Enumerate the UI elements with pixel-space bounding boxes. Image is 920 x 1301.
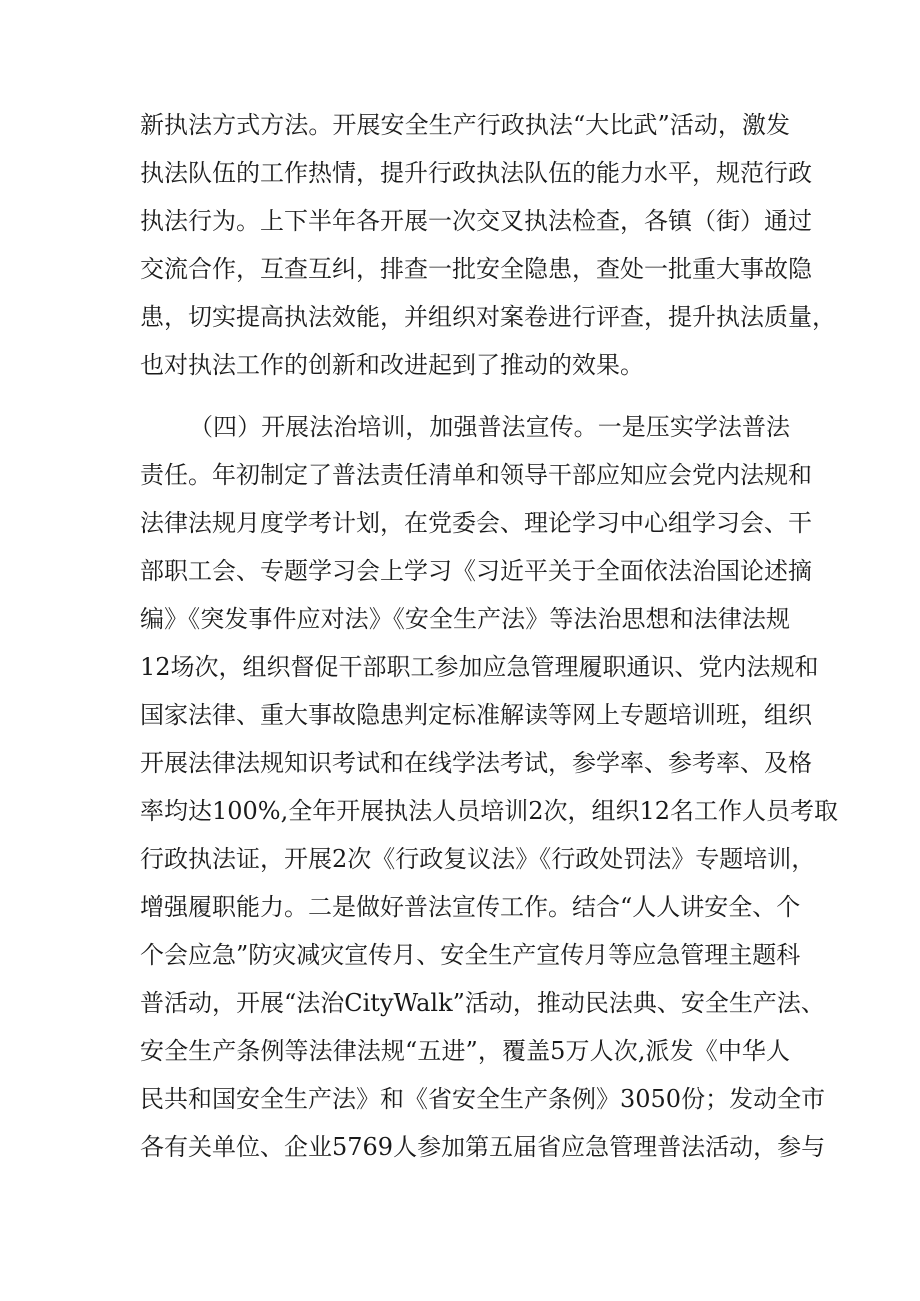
- paragraph-line: 执法队伍的工作热情，提升行政执法队伍的能力水平，规范行政: [140, 159, 812, 187]
- paragraph-line: 新执法方式方法。开展安全生产行政执法“大比武”活动，激发: [140, 111, 790, 139]
- paragraph-line: 法律法规月度学考计划，在党委会、理论学习中心组学习会、干: [140, 509, 812, 537]
- paragraph-line: 交流合作，互查互纠，排查一批安全隐患，查处一批重大事故隐: [140, 255, 812, 283]
- paragraph-line: 安全生产条例等法律法规“五进”，覆盖5万人次,派发《中华人: [140, 1037, 790, 1065]
- paragraph-line: 个会应急”防灾减灾宣传月、安全生产宣传月等应急管理主题科: [140, 941, 801, 969]
- paragraph-line: 12场次，组织督促干部职工参加应急管理履职通识、党内法规和: [140, 653, 819, 681]
- section-heading-line: （四）开展法治培训，加强普法宣传。一是压实学法普法: [189, 413, 790, 441]
- paragraph-line: 患，切实提高执法效能，并组织对案卷进行评查，提升执法质量，: [140, 303, 836, 331]
- paragraph-line: 编》《突发事件应对法》《安全生产法》等法治思想和法律法规: [140, 605, 790, 633]
- paragraph-line: 增强履职能力。二是做好普法宣传工作。结合“人人讲安全、个: [140, 893, 801, 921]
- paragraph-line: 部职工会、专题学习会上学习《习近平关于全面依法治国论述摘: [140, 557, 812, 585]
- paragraph-line: 普活动，开展“法治CityWalk”活动，推动民法典、安全生产法、: [140, 989, 825, 1017]
- paragraph-line: 民共和国安全生产法》和《省安全生产条例》3050份；发动全市: [140, 1085, 826, 1113]
- paragraph-line: 责任。年初制定了普法责任清单和领导干部应知应会党内法规和: [140, 461, 812, 489]
- paragraph-line: 各有关单位、企业5769人参加第五届省应急管理普法活动，参与: [140, 1133, 826, 1161]
- paragraph-line: 开展法律法规知识考试和在线学法考试，参学率、参考率、及格: [140, 749, 812, 777]
- paragraph-line: 国家法律、重大事故隐患判定标准解读等网上专题培训班，组织: [140, 701, 812, 729]
- paragraph-line: 也对执法工作的创新和改进起到了推动的效果。: [140, 351, 644, 379]
- paragraph-line: 行政执法证，开展2次《行政复议法》《行政处罚法》专题培训，: [140, 845, 816, 873]
- paragraph-line: 执法行为。上下半年各开展一次交叉执法检查，各镇（街）通过: [140, 207, 812, 235]
- paragraph-line: 率均达100%,全年开展执法人员培训2次，组织12名工作人员考取: [140, 797, 839, 825]
